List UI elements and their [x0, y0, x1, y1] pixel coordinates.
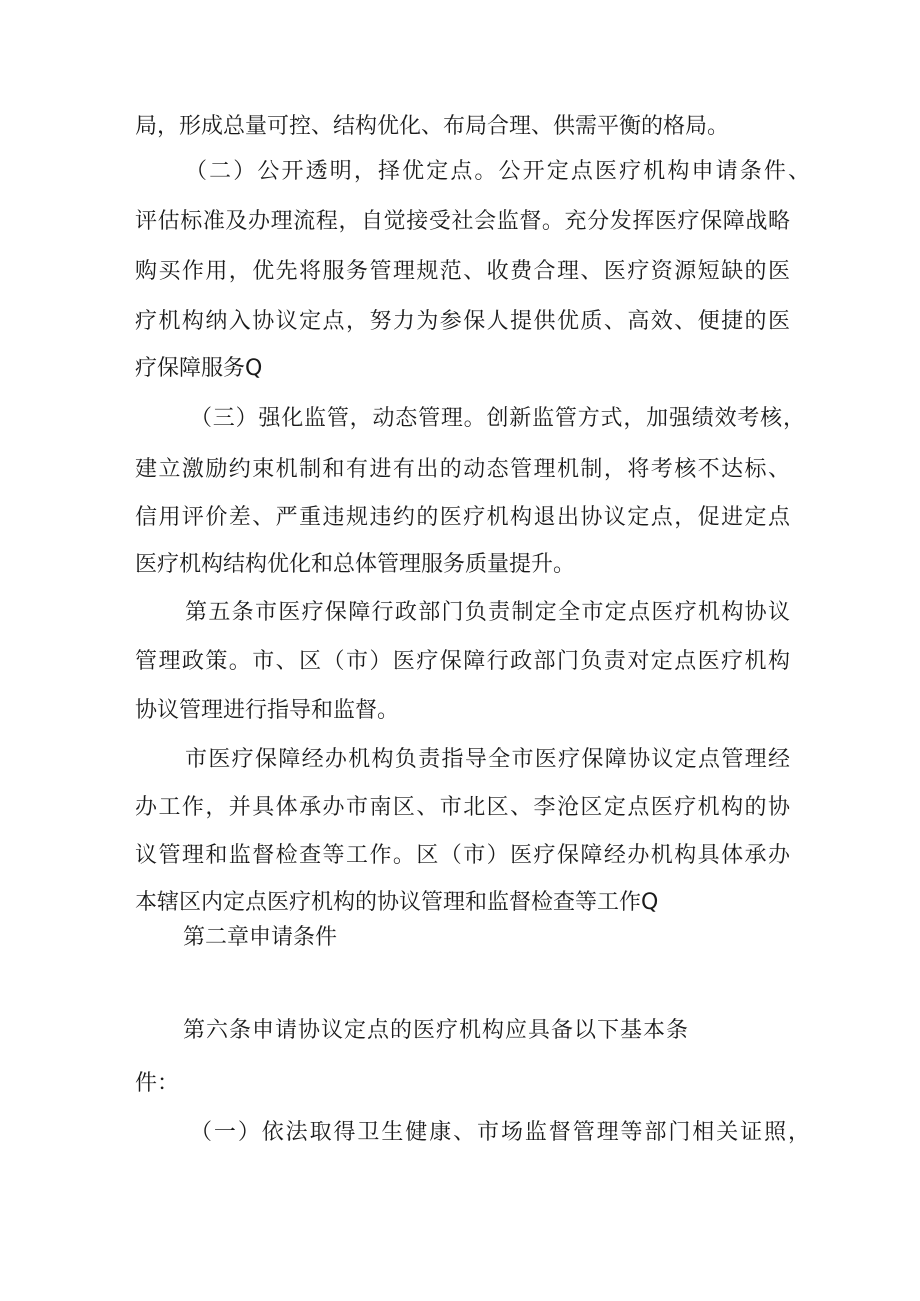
text-line-2: （二）公开透明，择优定点。公开定点医疗机构申请条件、: [185, 159, 810, 184]
text-line-16: 议管理和监督检查等工作。区（市）医疗保障经办机构具体承办: [135, 843, 790, 868]
text-line-7: （三）强化监管，动态管理。创新监管方式，加强绩效考核，: [190, 406, 805, 431]
text-line-10: 医疗机构结构优化和总体管理服务质量提升。: [135, 552, 576, 577]
text-line-4: 购买作用，优先将服务管理规范、收费合理、医疗资源短缺的医: [135, 259, 790, 284]
text-line-14: 市医疗保障经办机构负责指导全市医疗保障协议定点管理经: [185, 747, 790, 772]
text-line-13: 协议管理进行指导和监督。: [135, 698, 400, 723]
text-line-1: 局，形成总量可控、结构优化、布局合理、供需平衡的格局。: [135, 114, 730, 139]
chapter-heading: 第二章申请条件: [183, 925, 338, 950]
text-line-21: （一）依法取得卫生健康、市场监督管理等部门相关证照，: [190, 1120, 810, 1145]
text-line-11: 第五条市医疗保障行政部门负责制定全市定点医疗机构协议: [185, 600, 790, 625]
text-line-20: 件：: [135, 1071, 180, 1096]
text-line-19: 第六条申请协议定点的医疗机构应具备以下基本条: [183, 1018, 688, 1043]
text-line-17: 本辖区内定点医疗机构的协议管理和监督检查等工作Q: [135, 890, 659, 915]
text-line-15: 办工作，并具体承办市南区、市北区、李沧区定点医疗机构的协: [135, 795, 790, 820]
text-line-6: 疗保障服务Q: [135, 356, 263, 381]
text-line-5: 疗机构纳入协议定点，努力为参保人提供优质、高效、便捷的医: [135, 309, 790, 334]
text-line-9: 信用评价差、严重违规违约的医疗机构退出协议定点，促进定点: [135, 505, 790, 530]
text-line-3: 评估标准及办理流程，自觉接受社会监督。充分发挥医疗保障战略: [135, 209, 790, 234]
text-line-12: 管理政策。市、区（市）医疗保障行政部门负责对定点医疗机构: [135, 649, 790, 674]
text-line-8: 建立激励约束机制和有进有出的动态管理机制，将考核不达标、: [135, 457, 790, 482]
